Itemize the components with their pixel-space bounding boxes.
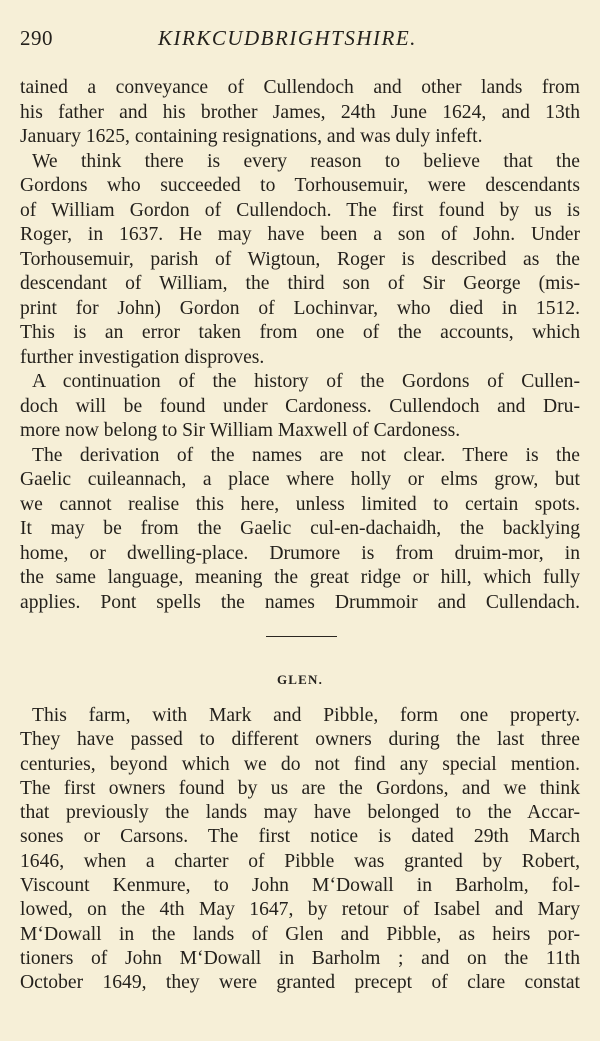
- text-line: the same language, meaning the great ridge or hill, which fully: [20, 567, 580, 588]
- text-line: applies. Pont spells the names Drummoir and Cullendach.: [20, 591, 580, 613]
- text-line: It may be from the Gaelic cul-en-dachaidh, the backlying: [20, 518, 580, 539]
- text-line: This farm, with Mark and Pibble, form one property.: [32, 705, 580, 726]
- text-line: They have passed to different owners during the last three: [20, 729, 580, 751]
- text-line: his father and his brother James, 24th June 1624, and 13th: [20, 101, 580, 123]
- text-line: centuries, beyond which we do not find any special mention.: [20, 753, 580, 775]
- text-line: sones or Carsons. The first notice is dated 29th March: [20, 826, 580, 848]
- text-line: January 1625, containing resignations, and was duly infeft.: [20, 126, 483, 147]
- text-line: we cannot realise this here, unless limited to certain spots.: [20, 493, 580, 515]
- text-line: tioners of John M‘Dowall in Barholm ; and on the 11th: [20, 947, 580, 969]
- text-line: more now belong to Sir William Maxwell of Cardoness.: [20, 420, 461, 441]
- text-line: Gordons who succeeded to Torhousemuir, were descendants: [20, 175, 580, 196]
- text-line: The derivation of the names are not clear. There is the: [32, 444, 580, 466]
- text-line: that previously the lands may have belonged to the Accar-: [20, 802, 580, 824]
- text-line: doch will be found under Cardoness. Cullendoch and Dru-: [20, 395, 580, 417]
- text-line: A continuation of the history of the Gordons of Cullen-: [32, 371, 580, 392]
- text-line: 1646, when a charter of Pibble was granted by Robert,: [20, 850, 580, 872]
- text-line: This is an error taken from one of the accounts, which: [20, 322, 580, 343]
- section-divider: [266, 636, 337, 637]
- text-line: home, or dwelling-place. Drumore is from druim-mor, in: [20, 542, 580, 564]
- body-text-continued: [20, 76, 580, 615]
- text-line: The first owners found by us are the Gordons, and we think: [20, 777, 580, 799]
- text-line: Viscount Kenmure, to John M‘Dowall in Barholm, fol-: [20, 875, 580, 897]
- text-line: M‘Dowall in the lands of Glen and Pibble, as heirs por-: [20, 923, 580, 945]
- text-line: October 1649, they were granted precept of clare constat: [20, 972, 580, 994]
- text-line: lowed, on the 4th May 1647, by retour of Isabel and Mary: [20, 899, 580, 921]
- page-number: 290: [20, 26, 53, 50]
- text-line: Gaelic cuileannach, a place where holly or elms grow, but: [20, 469, 580, 490]
- text-line: of William Gordon of Cullendoch. The first found by us is: [20, 199, 580, 221]
- text-line: print for John) Gordon of Lochinvar, who died in 1512.: [20, 297, 580, 319]
- body-text-glen: [20, 704, 580, 996]
- running-head: [20, 24, 580, 52]
- text-line: We think there is every reason to believe that the: [32, 150, 580, 172]
- section-heading: GLEN.: [276, 672, 324, 687]
- text-line: descendant of William, the third son of Sir George (mis-: [20, 273, 580, 294]
- text-line: Torhousemuir, parish of Wigtoun, Roger is described as the: [20, 248, 580, 270]
- running-title: KIRKCUDBRIGHTSHIRE.: [158, 26, 417, 50]
- text-line: Roger, in 1637. He may have been a son of John. Under: [20, 224, 580, 245]
- text-line: tained a conveyance of Cullendoch and other lands from: [20, 77, 580, 98]
- text-line: further investigation disproves.: [20, 346, 265, 368]
